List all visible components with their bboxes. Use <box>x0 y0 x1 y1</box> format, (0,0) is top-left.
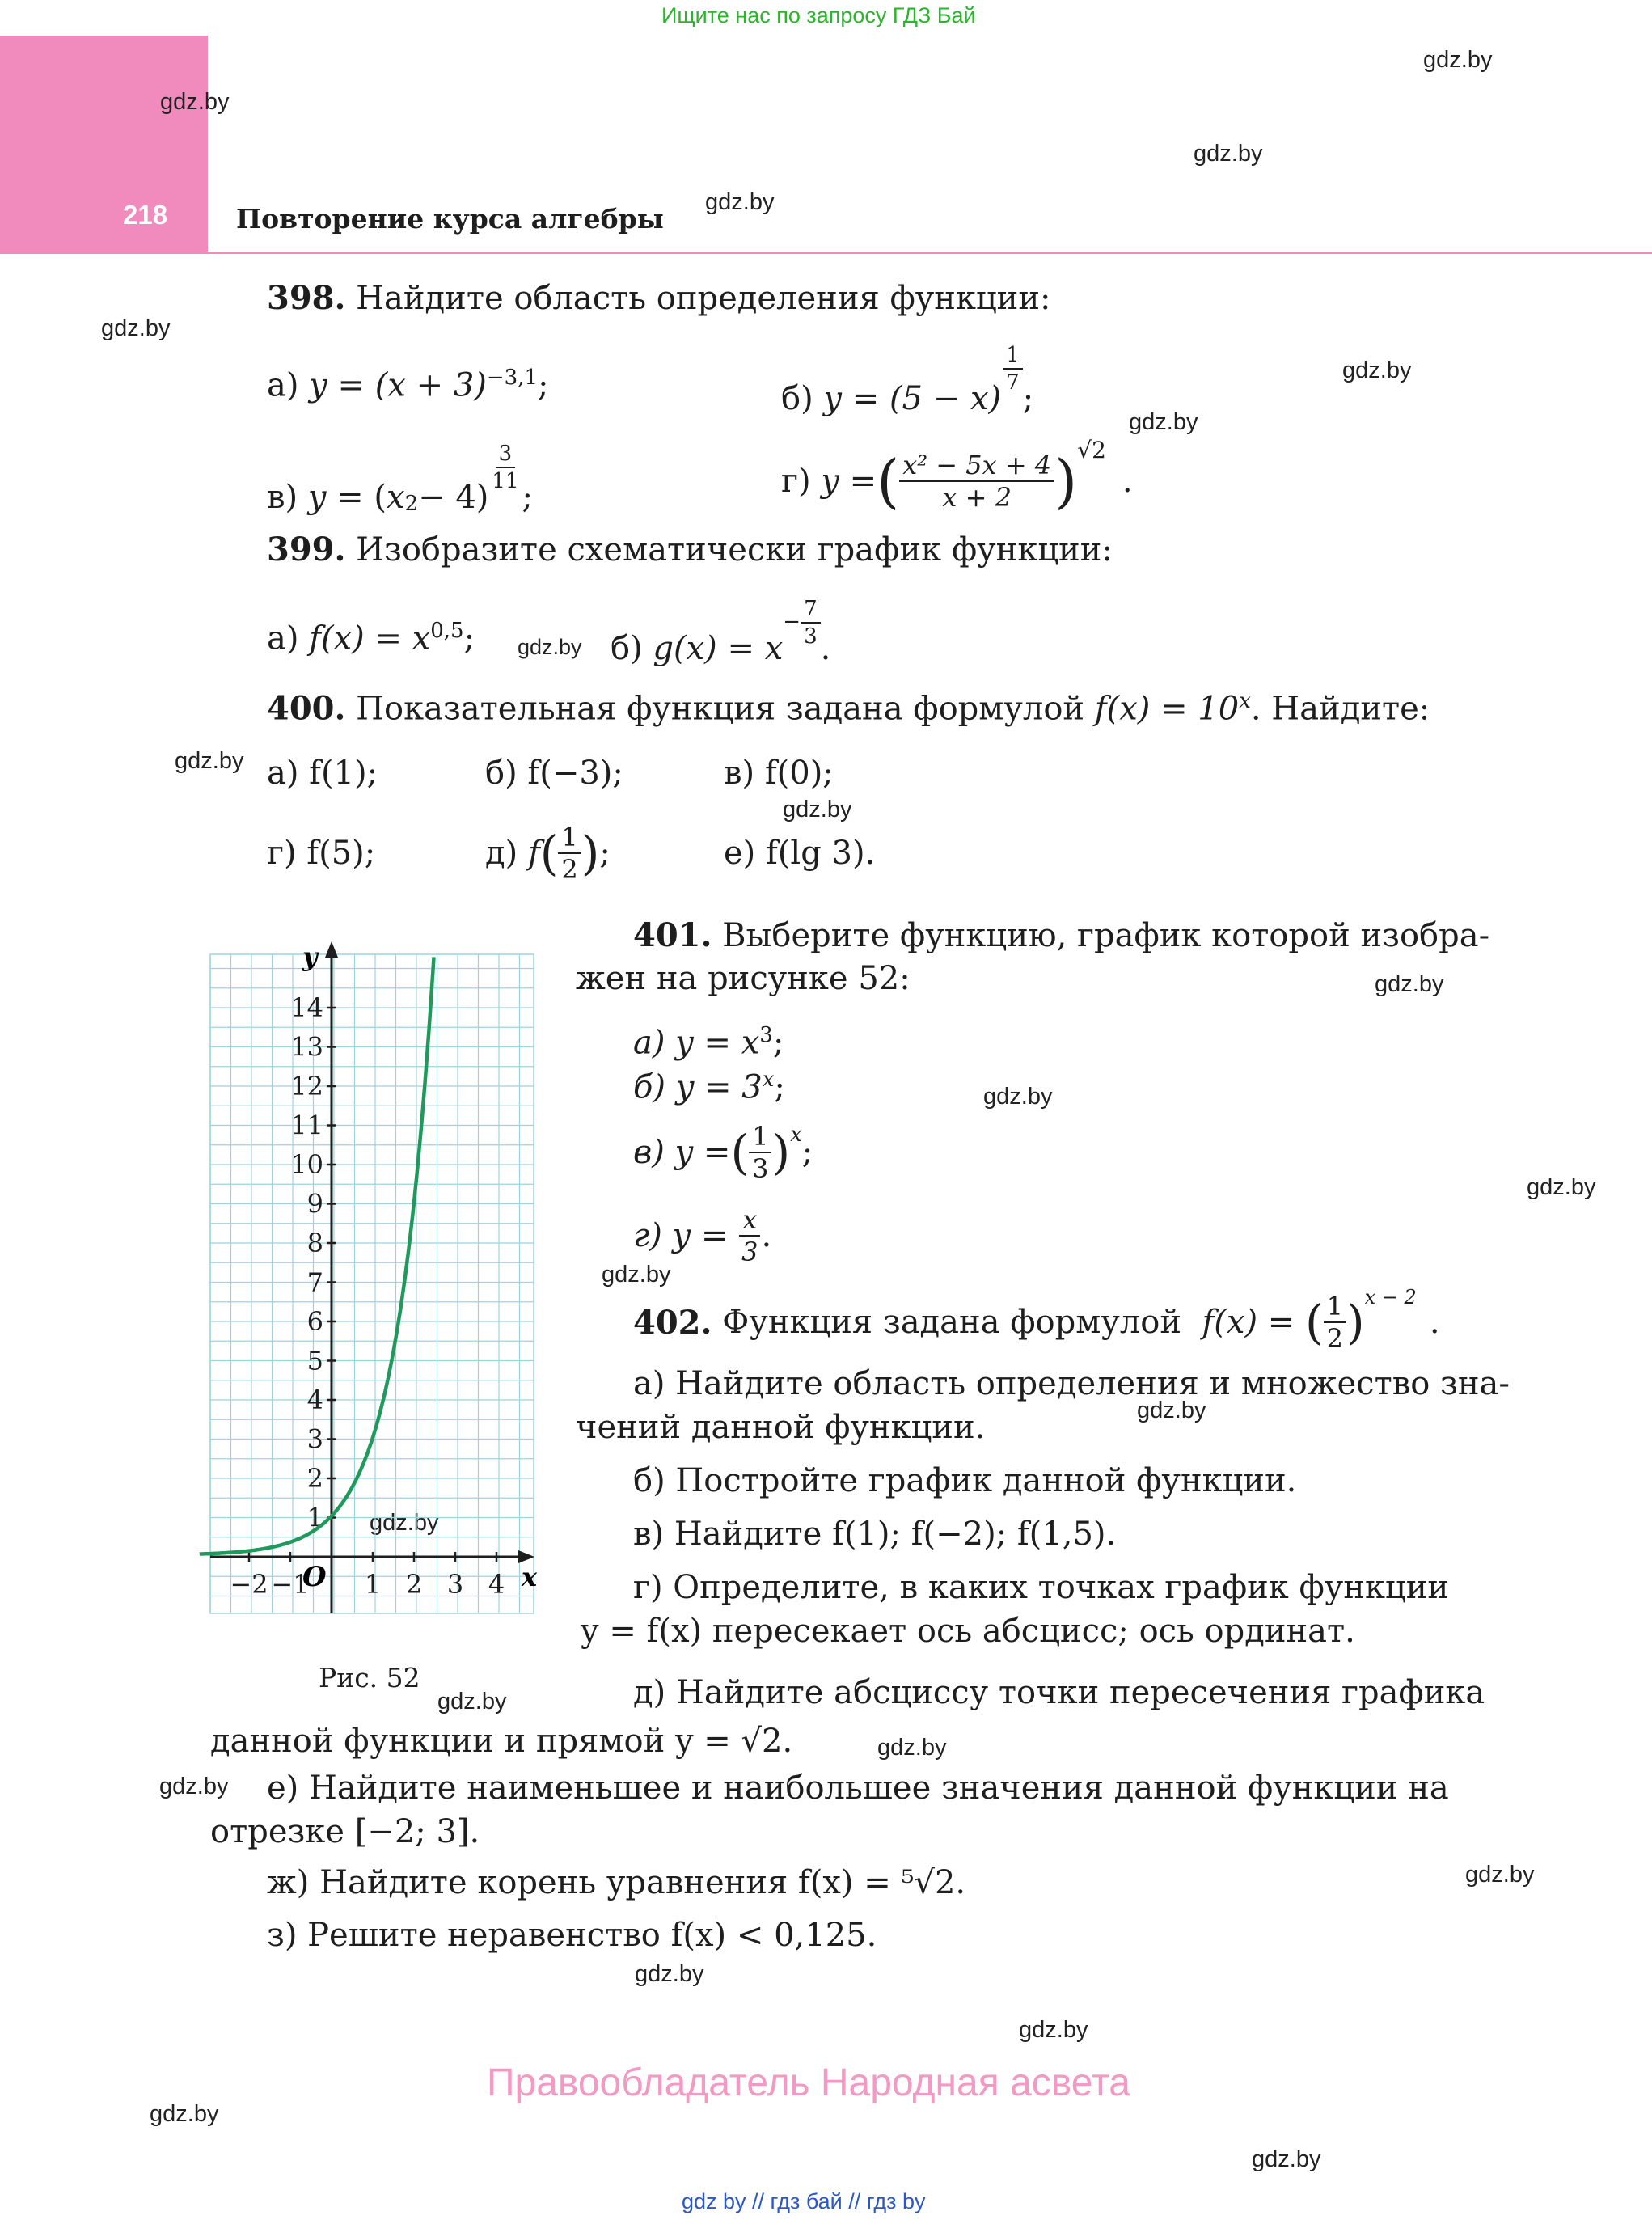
watermark: gdz.by <box>1527 1174 1596 1200</box>
y-tick-label: 7 <box>306 1266 323 1298</box>
item-label: г) <box>781 463 811 500</box>
exponent-fraction <box>801 598 821 647</box>
watermark: gdz.by <box>1019 2017 1088 2043</box>
numerator: x² − 5x + 4 <box>899 452 1054 482</box>
exponent-fraction <box>1003 345 1023 393</box>
page-number: 218 <box>123 200 168 230</box>
top-banner: Ищите нас по запросу ГДЗ Бай <box>661 3 976 27</box>
separator: . <box>1122 463 1133 500</box>
paren: ) <box>771 1125 791 1180</box>
function-name: f <box>527 835 540 872</box>
problem-402-e-line1: е) Найдите наименьшее и наибольшее значения данной функции на <box>267 1769 1449 1807</box>
denominator: 3 <box>804 624 818 649</box>
problem-text: Показательная функция задана формулой <box>356 690 1085 728</box>
denominator: 7 <box>1006 370 1020 395</box>
problem-399-b: б) g(x) = x − $\frac{7}{3}$ . <box>611 597 831 667</box>
x-tick-label: 4 <box>488 1569 505 1600</box>
exponent: x − 2 <box>1364 1286 1417 1309</box>
denominator: 3 <box>741 1237 758 1267</box>
numerator: 1 <box>1324 1293 1346 1323</box>
y-tick-label: 12 <box>290 1071 323 1101</box>
watermark: gdz.by <box>159 1774 229 1799</box>
y-tick-label: 4 <box>306 1385 323 1415</box>
formula: y = (x + 3) <box>309 366 487 404</box>
problem-number: 402. <box>633 1303 712 1342</box>
x-tick-label: −1 <box>271 1569 310 1600</box>
paren: ( <box>1305 1295 1324 1350</box>
watermark: gdz.by <box>1137 1397 1206 1423</box>
footer-links[interactable]: gdz by // гдз бай // гдз by <box>682 2189 926 2213</box>
x-tick-label: −2 <box>230 1569 268 1600</box>
exponent: x <box>1239 689 1251 713</box>
problem-400-item: б) f(−3); <box>485 755 623 792</box>
exponent: x <box>790 1123 802 1147</box>
formula: g(x) = x <box>653 630 784 667</box>
denominator: 2 <box>1326 1323 1343 1354</box>
fraction <box>749 1123 771 1182</box>
problem-402-g-line2: y = f(x) пересекает ось абсцисс; ось ординат. <box>581 1613 1355 1650</box>
problem-401-a: а) $y = x^3$; <box>633 1023 784 1062</box>
watermark: gdz.by <box>877 1735 947 1761</box>
denominator: 11 <box>492 469 519 493</box>
exponent: 3 <box>759 1023 773 1047</box>
problem-398-g <box>781 437 1133 526</box>
separator: ; <box>1022 380 1034 417</box>
paren: ) <box>1346 1295 1365 1350</box>
exponent-fraction <box>488 443 522 492</box>
watermark: gdz.by <box>1129 409 1198 435</box>
problem-401-v: в) y = ( $\frac{1}{3}$ ) x ; <box>633 1121 813 1184</box>
item-label: в) <box>267 479 298 516</box>
problem-401-g: г) y = $\frac{x}{3}$ . <box>633 1204 772 1267</box>
problem-402-d-line1: д) Найдите абсциссу точки пересечения графика <box>633 1674 1485 1711</box>
option-text: б) y = 3 <box>633 1068 763 1106</box>
problem-401-b: б) $y = 3^x$; <box>633 1068 785 1106</box>
problem-400-item: г) f(5); <box>267 835 376 872</box>
problem-402-z: з) Решите неравенство f(x) < 0,125. <box>267 1917 877 1954</box>
y-tick-label: 2 <box>306 1463 323 1494</box>
watermark: gdz.by <box>635 1961 704 1987</box>
fraction <box>558 822 581 885</box>
fraction <box>738 1204 761 1267</box>
problem-399-a: а) $f(x) = x^{0,5}$; <box>267 619 475 657</box>
running-head: Повторение курса алгебры <box>236 203 664 235</box>
watermark: gdz.by <box>437 1689 507 1715</box>
problem-400-statement <box>267 689 1430 727</box>
y-axis-arrow <box>325 941 338 958</box>
problem-398-a <box>267 366 549 404</box>
problem-399-statement <box>267 531 1113 569</box>
formula-lhs: y = <box>821 463 877 500</box>
x-tick-label: 3 <box>446 1569 464 1600</box>
option-text: г) y = <box>633 1217 729 1254</box>
watermark: gdz.by <box>983 1084 1053 1110</box>
watermark: gdz.by <box>602 1262 671 1287</box>
exponent: √2 <box>1077 437 1106 463</box>
paren: ( <box>539 826 559 881</box>
problem-text: Функция задана формулой <box>722 1304 1182 1341</box>
separator: ; <box>522 479 533 516</box>
watermark: gdz.by <box>1423 47 1493 73</box>
numerator: 1 <box>749 1123 771 1153</box>
y-tick-label: 14 <box>290 992 323 1023</box>
problem-402-v: в) Найдите f(1); f(−2); f(1,5). <box>633 1516 1117 1553</box>
paren: ( <box>730 1125 750 1180</box>
paren: ( <box>877 447 900 515</box>
formula-lhs: y = <box>307 479 364 516</box>
problem-402-g-line1: г) Определите, в каких точках график функции <box>633 1569 1450 1606</box>
fraction <box>899 450 1054 513</box>
formula: f(x) = x <box>309 619 431 657</box>
problem-number: 398. <box>267 279 346 317</box>
watermark: gdz.by <box>1465 1862 1535 1888</box>
numerator: 3 <box>496 443 516 468</box>
problem-number: 399. <box>267 531 346 569</box>
item-label: б) <box>611 630 643 667</box>
problem-text: Выберите функцию, график которой изобра- <box>722 917 1490 954</box>
item-label: б) <box>781 380 813 417</box>
watermark: gdz.by <box>518 635 582 659</box>
formula-lhs: f(x) = <box>1202 1304 1295 1341</box>
origin-label: O <box>302 1561 327 1593</box>
exponent: −3,1 <box>486 366 539 390</box>
problem-402-e-line2: отрезке [−2; 3]. <box>210 1813 480 1850</box>
paren: ) <box>1054 447 1078 515</box>
problem-402-zh: ж) Найдите корень уравнения f(x) = ⁵√2. <box>267 1864 966 1901</box>
watermark: gdz.by <box>101 315 171 341</box>
formula-base: x <box>387 479 405 516</box>
problem-398-statement <box>267 279 1050 317</box>
numerator: 1 <box>1003 345 1023 370</box>
problem-text: Изобразите схематически график функции: <box>356 531 1113 569</box>
y-tick-label: 1 <box>306 1502 323 1533</box>
denominator: 2 <box>561 854 578 885</box>
watermark: gdz.by <box>783 797 852 822</box>
grid-frame <box>210 954 534 1613</box>
fraction <box>1324 1291 1346 1354</box>
problem-398-v: в) y = ( x 2 − 4 ) $\frac{3}{11}$ ; <box>267 442 533 516</box>
option-text: а) y = x <box>633 1024 760 1062</box>
watermark: gdz.by <box>175 748 244 774</box>
problem-402-a-line1: а) Найдите область определения и множество зна- <box>633 1365 1510 1402</box>
x-tick-label: 1 <box>364 1569 382 1600</box>
y-tick-label: 9 <box>306 1188 323 1220</box>
y-tick-label: 10 <box>290 1149 323 1180</box>
problem-400-item: а) f(1); <box>267 755 378 792</box>
y-tick-label: 13 <box>290 1031 323 1063</box>
watermark: gdz.by <box>705 189 775 215</box>
y-tick-label: 8 <box>306 1228 323 1258</box>
watermark: gdz.by <box>370 1510 439 1536</box>
problem-400-item: е) f(lg 3). <box>724 835 876 872</box>
copyright-notice: Правообладатель Народная асвета <box>487 2061 1130 2104</box>
paren: ) <box>581 826 600 881</box>
numerator: 1 <box>558 824 581 854</box>
x-axis-label: x <box>522 1562 538 1592</box>
problem-402-d-line2: данной функции и прямой y = √2. <box>210 1723 793 1760</box>
y-axis-label: y <box>302 941 318 972</box>
figure-52-graph <box>198 938 546 1650</box>
problem-402-statement: 402. Функция задана формулой f(x) = ( $\frac{1}{2}$ ) x − 2 . <box>633 1286 1440 1354</box>
denominator: 3 <box>752 1153 769 1184</box>
problem-401-line2: жен на рисунке 52: <box>576 960 911 997</box>
exponent: 0,5 <box>430 619 464 643</box>
exponent: x <box>762 1068 775 1092</box>
x-tick-label: 2 <box>405 1569 423 1600</box>
watermark: gdz.by <box>1252 2146 1321 2172</box>
header-rule <box>208 252 1652 254</box>
item-label: д) <box>485 835 518 872</box>
problem-400-item: в) f(0); <box>724 755 834 792</box>
y-tick-label: 3 <box>306 1423 323 1455</box>
problem-tail: . Найдите: <box>1250 690 1430 728</box>
formula-rest: − 4 <box>418 479 476 516</box>
y-tick-label: 6 <box>306 1306 323 1337</box>
numerator: x <box>739 1207 760 1237</box>
y-tick-label: 11 <box>290 1110 323 1141</box>
problem-401-line1 <box>633 916 1489 954</box>
problem-402-a-line2: чений данной функции. <box>576 1409 986 1446</box>
exponent-sign: − <box>783 610 801 634</box>
separator: ; <box>538 366 549 404</box>
watermark: gdz.by <box>1194 141 1263 167</box>
problem-text: Найдите область определения функции: <box>356 280 1051 317</box>
tick-labels <box>230 992 505 1600</box>
page-number-box <box>0 36 208 254</box>
y-tick-label: 5 <box>306 1345 323 1376</box>
grid <box>210 954 534 1613</box>
problem-number: 400. <box>267 689 346 728</box>
watermark: gdz.by <box>160 89 230 115</box>
formula: y = (5 − x) <box>823 380 1002 417</box>
watermark: gdz.by <box>1342 357 1412 383</box>
watermark: gdz.by <box>150 2101 219 2127</box>
numerator: 7 <box>801 598 821 624</box>
problem-398-b <box>781 345 1033 417</box>
problem-400-item-d: д) f ( $\frac{1}{2}$ ) ; <box>485 822 611 885</box>
problem-number: 401. <box>633 916 712 954</box>
axes <box>210 941 534 1613</box>
exponent: 2 <box>404 492 419 516</box>
item-label: а) <box>267 366 299 404</box>
figure-caption: Рис. 52 <box>319 1662 420 1693</box>
watermark: gdz.by <box>1375 971 1444 997</box>
denominator: x + 2 <box>942 482 1012 513</box>
formula: f(x) = 10 <box>1094 690 1240 728</box>
problem-402-b: б) Постройте график данной функции. <box>633 1462 1297 1499</box>
item-label: а) <box>267 619 299 657</box>
option-text: в) y = <box>633 1134 731 1171</box>
